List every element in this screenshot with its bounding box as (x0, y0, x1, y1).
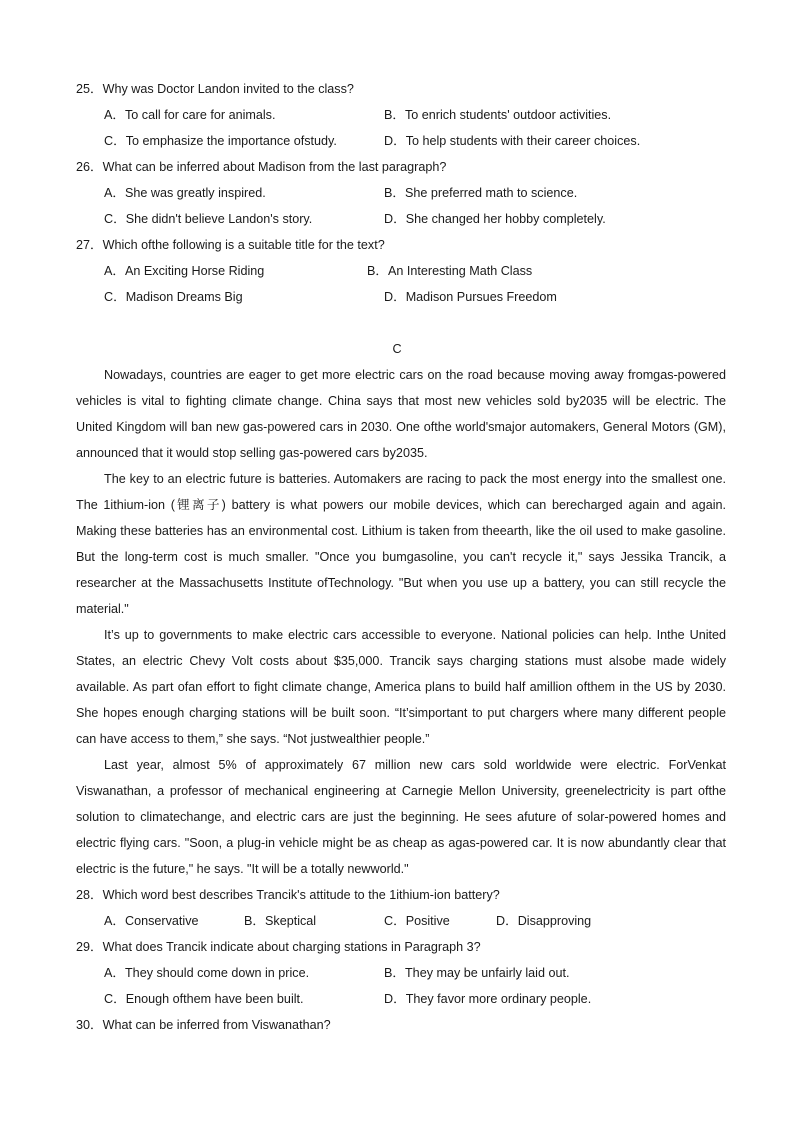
passage-paragraph-1: Nowadays, countries are eager to get more electric cars on the road because moving away fromgas-powered vehicles is vital to fighting climate change. China says that most new vehicles sold by2035 will be electric. The United Kingdom will ban new gas-powered cars in 2030. One ofthe world'smajor automakers, General Motors (GM), announced that it would stop selling gas-powered cars by2035. (76, 368, 726, 460)
question-26-option-d: D．She changed her hobby completely. (384, 212, 606, 226)
passage-paragraph-2: The key to an electric future is batteries. Automakers are racing to pack the most energy into the smallest one. The 1ithium-ion (锂离子) battery is what powers our mobile devices, which can berecharged again and again. Making these batteries has an environmental cost. Lithium is taken from theearth, like the oil used to make gasoline. But the long-term cost is much smaller. "Once you bumgasoline, you can't recycle it," says Jessika Trancik, a researcher at the Massachusetts Institute ofTechnology. "But when you use up a battery, you can still recycle the material." (76, 472, 726, 616)
question-27-option-a: A．An Exciting Horse Riding (104, 264, 265, 278)
question-27-stem: 27．Which ofthe following is a suitable title for the text? (76, 238, 385, 252)
question-28-stem: 28．Which word best describes Trancik's attitude to the 1ithium-ion battery? (76, 888, 500, 902)
question-25-stem: 25．Why was Doctor Landon invited to the class? (76, 82, 354, 96)
question-25-option-a: A．To call for care for animals. (104, 108, 276, 122)
question-29-stem: 29．What does Trancik indicate about charging stations in Paragraph 3? (76, 940, 481, 954)
question-28-option-b: B．Skeptical (244, 914, 317, 928)
passage-paragraph-3: It’s up to governments to make electric cars accessible to everyone. National policies can help. Inthe United States, an electric Chevy Volt costs about $35,000. Trancik says charging stations must alsobe made widely available. As part ofan effort to fight climate change, America plans to build half amillion ofthem in the US by 2030. She hopes enough charging stations will be built soon. “It’simportant to put chargers where many different people can have access to them,” she says. “Not justwealthier people.” (76, 628, 726, 746)
question-26-option-a: A．She was greatly inspired. (104, 186, 266, 200)
question-27-option-b: B．An Interesting Math Class (367, 264, 533, 278)
question-27-option-c: C．Madison Dreams Big (104, 290, 243, 304)
section-c-title: C (392, 342, 402, 356)
question-25-option-c: C．To emphasize the importance ofstudy. (104, 134, 337, 148)
question-26-option-b: B．She preferred math to science. (384, 186, 578, 200)
question-25-option-b: B．To enrich students' outdoor activities. (384, 108, 612, 122)
section-c-passage (76, 362, 726, 882)
question-30-stem: 30．What can be inferred from Viswanathan? (76, 1018, 331, 1032)
question-29-option-d: D．They favor more ordinary people. (384, 992, 592, 1006)
question-26-stem: 26．What can be inferred about Madison from the last paragraph? (76, 160, 447, 174)
question-26-option-c: C．She didn't believe Landon's story. (104, 212, 313, 226)
question-27-option-d: D．Madison Pursues Freedom (384, 290, 557, 304)
question-25-option-d: D．To help students with their career choices. (384, 134, 641, 148)
question-29-option-b: B．They may be unfairly laid out. (384, 966, 570, 980)
question-28-option-a: A．Conservative (104, 914, 199, 928)
passage-paragraph-4: Last year, almost 5% of approximately 67 million new cars sold worldwide were electric. ForVenkat Viswanathan, a professor of mechanical engineering at Carnegie Mellon University, greenelectricity is part ofthe solution to climatechange, and electric cars are just the beginning. He sees afuture of solar-powered homes and electric flying cars. "Soon, a plug-in vehicle might be as cheap as agas-powered car. It is now abundantly clear that electric is the future," he says. "It will be a totally newworld." (76, 758, 726, 876)
question-28-option-d: D．Disapproving (496, 914, 592, 928)
question-29-option-a: A．They should come down in price. (104, 966, 310, 980)
question-28-option-c: C．Positive (384, 914, 450, 928)
question-29-option-c: C．Enough ofthem have been built. (104, 992, 304, 1006)
